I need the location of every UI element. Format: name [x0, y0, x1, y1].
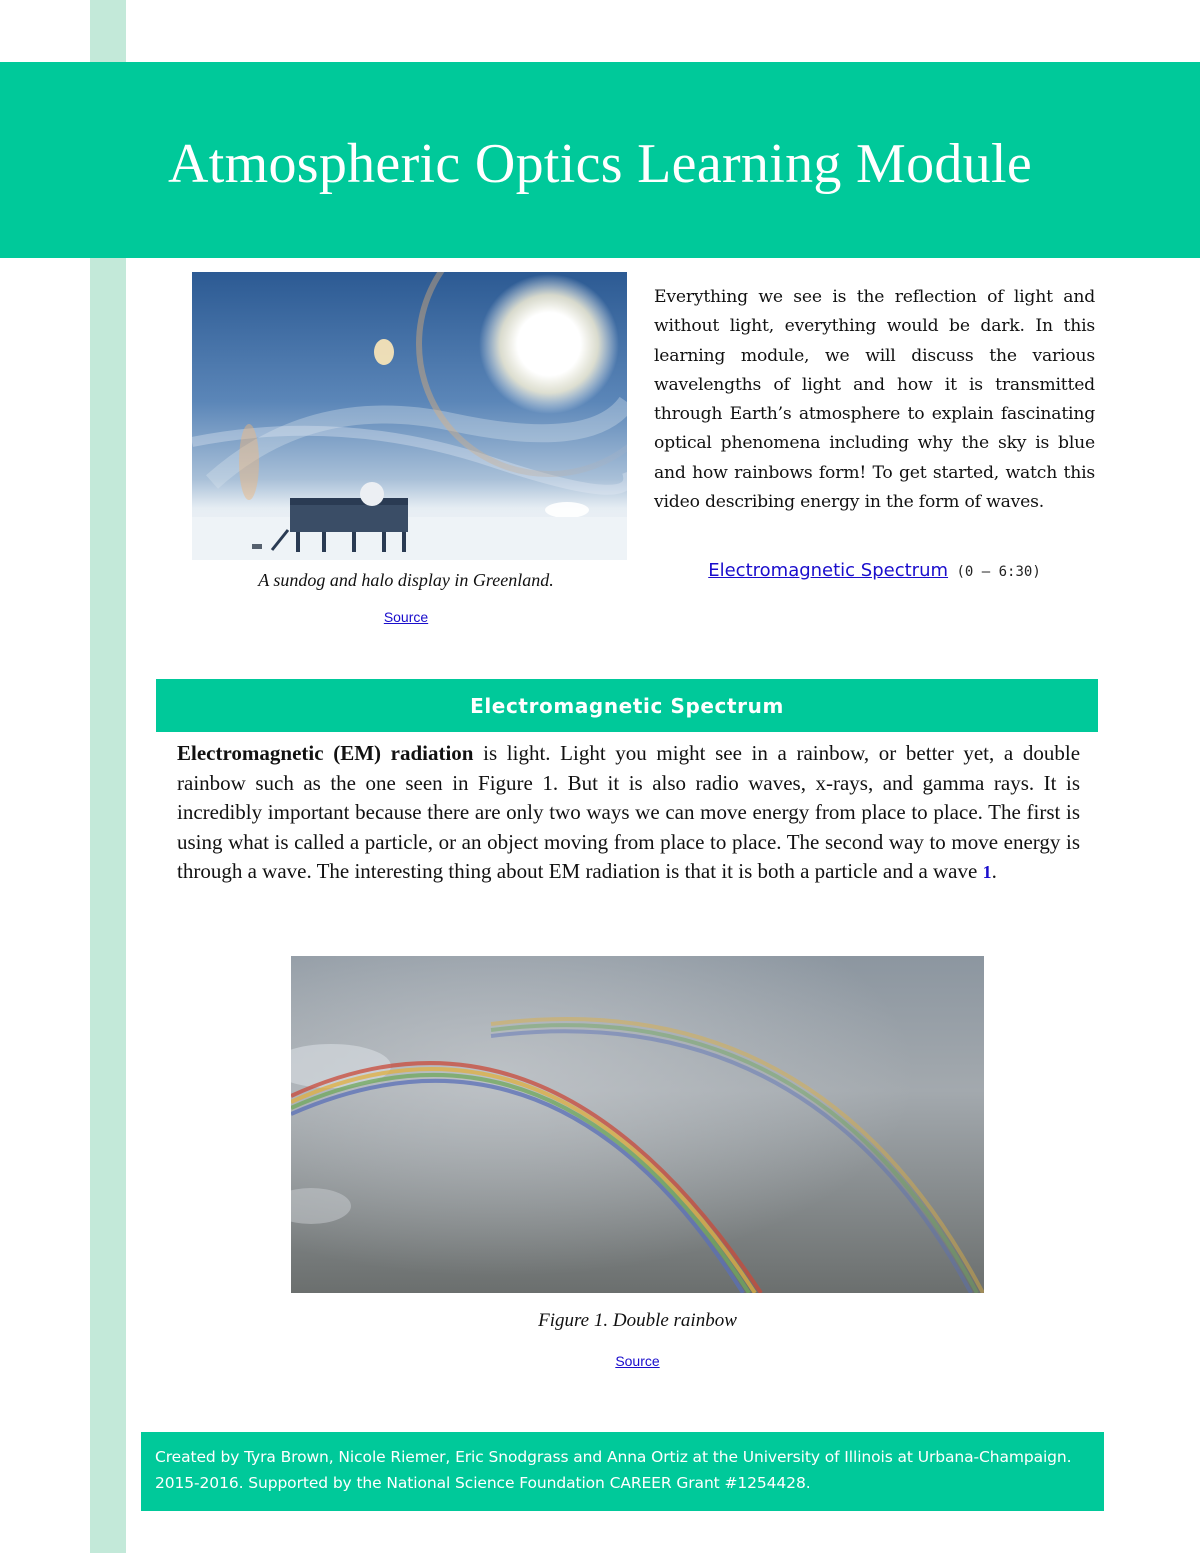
credits-footer — [141, 1432, 1104, 1511]
double-rainbow-photo — [291, 956, 984, 1293]
rainbow-source-link[interactable]: Source — [615, 1353, 660, 1369]
em-body-text: is light. Light you might see in a rainbow, or better yet, a double rainbow such as the one seen in Figure 1. But it is also radio waves, x-rays, and gamma rays. It is incredibly important because there are only two ways we can move energy from place to place. The first is using what is called a particle, or an object moving from place to place. The second way to move energy is through a wave. The interesting thing about EM radiation is that it is both a particle and a wave — [177, 741, 1081, 883]
video-line — [654, 560, 1095, 581]
sundog-caption: A sundog and halo display in Greenland. — [258, 570, 554, 590]
sundog-halo-photo — [192, 272, 627, 560]
footnote-ref[interactable]: 1 — [982, 862, 992, 882]
intro-paragraph: Everything we see is the reflection of light and without light, everything would be dark. In this learning module, we will discuss the various wavelengths of light and how it is transmitted through Earth’s atmosphere to explain fascinating optical phenomena including why the sky is blue and how rainbows form! To get started, watch this video describing energy in the form of waves. — [654, 287, 1095, 513]
em-end: . — [991, 859, 997, 883]
credits-text: Created by Tyra Brown, Nicole Riemer, Eric Snodgrass and Anna Ortiz at the University of Illinois at Urbana-Champaign. 2015-2016. Supported by the National Science Foundation CAREER Grant #1254428. — [155, 1448, 1072, 1492]
section-title: Electromagnetic Spectrum — [470, 693, 784, 718]
rainbow-caption: Figure 1. Double rainbow — [538, 1310, 737, 1331]
video-link-electromagnetic-spectrum[interactable]: Electromagnetic Spectrum — [708, 560, 949, 581]
section-header-bar — [156, 679, 1098, 732]
title-banner — [0, 62, 1200, 258]
video-time-range: (0 – 6:30) — [956, 564, 1041, 580]
sundog-source-link[interactable]: Source — [383, 609, 429, 625]
em-paragraph — [177, 739, 1080, 888]
page-title: Atmospheric Optics Learning Module — [167, 133, 1032, 195]
em-bold-term: Electromagnetic (EM) radiation — [177, 741, 474, 765]
